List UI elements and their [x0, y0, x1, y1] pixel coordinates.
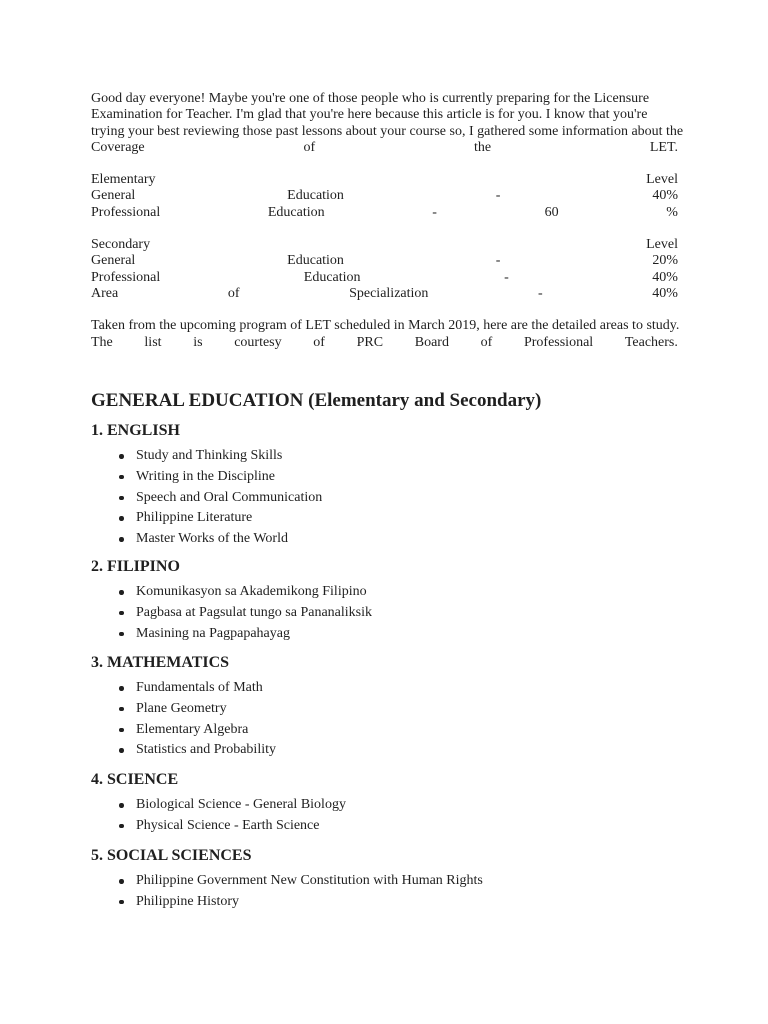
topic-item: Master Works of the World [91, 529, 651, 550]
text-fragment: is [193, 334, 203, 350]
article-content [91, 91, 684, 909]
text-line [91, 172, 678, 188]
secondary-level-coverage [91, 237, 678, 302]
topic-item: Komunikasyon sa Akademikong Filipino [91, 582, 651, 603]
closing-paragraph [91, 318, 678, 351]
text-fragment: Specialization [349, 285, 429, 301]
topic-item: Philippine Government New Constitution with Human Rights [91, 871, 651, 892]
text-fragment: The [91, 334, 113, 350]
subject-heading: 5. SOCIAL SCIENCES [91, 847, 252, 864]
topic-list [91, 678, 651, 761]
topic-item: Philippine Literature [91, 508, 651, 529]
text-line [91, 188, 678, 204]
text-line [91, 286, 678, 302]
text-line [91, 140, 678, 156]
text-fragment: Education [287, 253, 344, 269]
text-fragment: 60 [544, 204, 559, 220]
topic-item: Statistics and Probability [91, 740, 651, 761]
text-fragment: of [303, 139, 316, 155]
text-line [91, 335, 678, 351]
topic-list [91, 582, 651, 644]
text-fragment: Coverage [91, 139, 145, 155]
topic-list [91, 795, 651, 837]
text-fragment: General [91, 188, 136, 204]
text-fragment: 40% [652, 188, 678, 204]
topic-item: Physical Science - Earth Science [91, 816, 651, 837]
text-fragment: Professional [91, 204, 161, 220]
text-fragment: Level [646, 237, 678, 253]
text-fragment: Professional [91, 269, 161, 285]
text-line [91, 318, 678, 334]
text-fragment: Area [91, 285, 119, 301]
topic-item: Philippine History [91, 892, 651, 913]
elementary-level-coverage [91, 172, 678, 221]
text-fragment: trying your best reviewing those past lessons about your course so, I gathered some information about the [91, 123, 684, 139]
topic-item: Masining na Pagpapahayag [91, 624, 651, 645]
text-fragment: Examination for Teacher. I'm glad that you're here because this article is for you. I know that you're [91, 107, 648, 123]
text-fragment: of [313, 334, 325, 350]
text-fragment: Education [287, 188, 344, 204]
text-fragment: Good day everyone! Maybe you're one of those people who is currently preparing for the Licensure [91, 91, 650, 106]
text-fragment: 40% [652, 269, 678, 285]
topic-item: Fundamentals of Math [91, 678, 651, 699]
text-fragment: list [144, 334, 162, 350]
text-line [91, 205, 678, 221]
topic-item: Speech and Oral Communication [91, 488, 651, 509]
intro-paragraph [91, 91, 684, 156]
text-line [91, 123, 684, 140]
topic-list [91, 446, 651, 550]
text-fragment: - [432, 204, 437, 220]
topic-item: Writing in the Discipline [91, 467, 651, 488]
topic-item: Pagbasa at Pagsulat tungo sa Pananaliksik [91, 603, 651, 624]
topic-item: Biological Science - General Biology [91, 795, 651, 816]
text-fragment: Teachers. [624, 334, 678, 350]
text-line [91, 107, 678, 123]
text-fragment: General [91, 253, 136, 269]
subject-heading: 1. ENGLISH [91, 422, 180, 439]
text-fragment: 40% [652, 285, 678, 301]
topic-item: Study and Thinking Skills [91, 446, 651, 467]
subject-heading: 2. FILIPINO [91, 558, 180, 575]
text-fragment: 20% [652, 253, 678, 269]
text-fragment: Secondary [91, 237, 151, 253]
text-fragment: Education [267, 204, 325, 220]
text-fragment: courtesy [234, 334, 282, 350]
text-fragment: Taken from the upcoming program of LET scheduled in March 2019, here are the detailed areas to study. [91, 318, 680, 334]
text-fragment: Board [414, 334, 449, 350]
text-fragment: % [666, 204, 678, 220]
text-fragment: of [480, 334, 493, 350]
text-fragment: of [227, 285, 240, 301]
topic-item: Elementary Algebra [91, 720, 651, 741]
text-line [91, 270, 678, 286]
text-fragment: - [495, 253, 501, 269]
text-fragment: Elementary [91, 172, 156, 188]
subject-heading: 4. SCIENCE [91, 771, 179, 788]
topic-item: Plane Geometry [91, 699, 651, 720]
text-fragment: Education [303, 269, 361, 285]
text-fragment: - [538, 285, 543, 301]
text-line [91, 91, 678, 107]
text-fragment: LET. [649, 139, 678, 155]
text-fragment: PRC [356, 334, 384, 350]
topic-list [91, 871, 651, 913]
text-fragment: - [495, 188, 501, 204]
section-title: GENERAL EDUCATION (Elementary and Secondary) [91, 390, 542, 411]
subject-heading: 3. MATHEMATICS [91, 654, 230, 671]
text-fragment: Professional [523, 334, 594, 350]
text-fragment: Level [646, 172, 678, 188]
text-fragment: - [504, 269, 509, 285]
text-line [91, 237, 678, 253]
text-fragment: the [473, 139, 492, 155]
text-line [91, 253, 678, 269]
